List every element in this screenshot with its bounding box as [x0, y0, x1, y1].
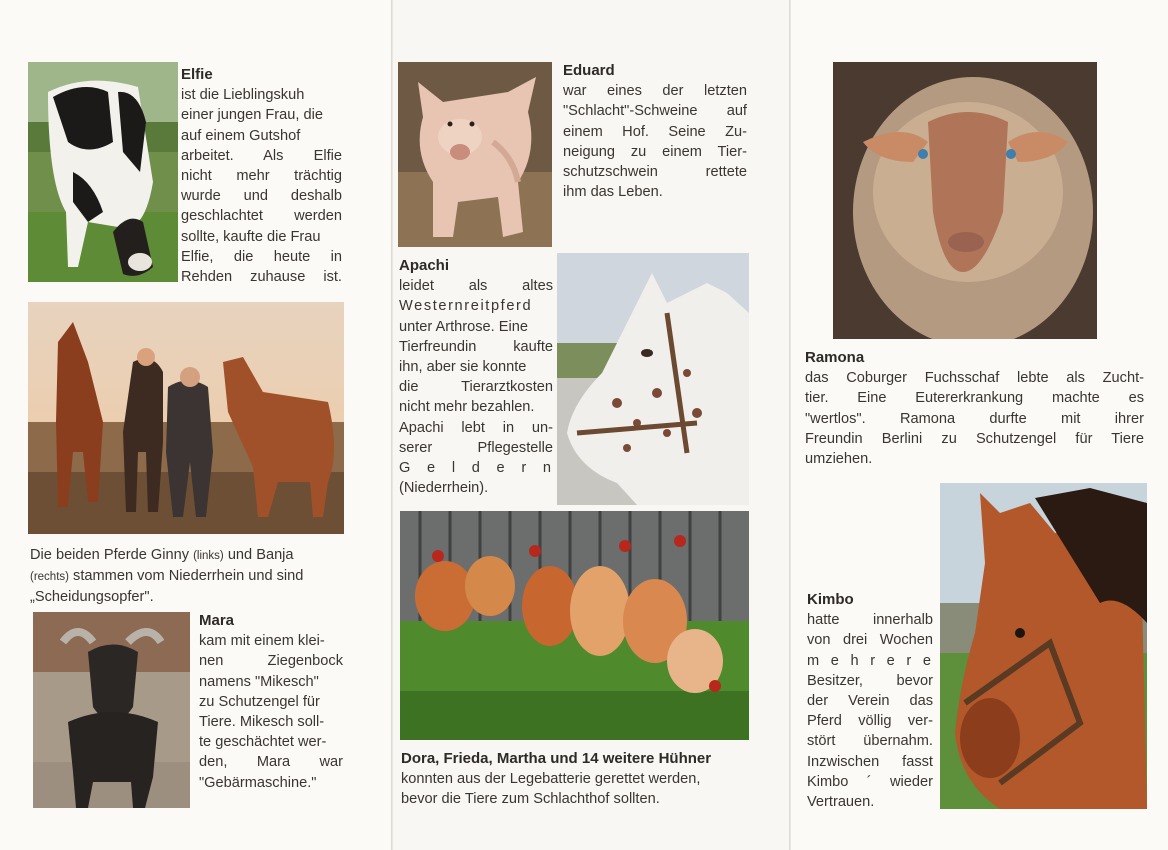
fold-line-left	[391, 0, 393, 850]
elfie-line: ist die Lieblingskuh	[181, 87, 305, 104]
mara-line: zu Schutzengel für	[199, 693, 320, 710]
apachi-line: nicht mehr bezahlen.	[399, 399, 535, 416]
sheep-photo	[833, 62, 1097, 339]
kimbo-line: stört übernahm.	[807, 733, 933, 750]
horses-caption	[30, 545, 350, 608]
kimbo-line: hatte innerhalb	[807, 612, 933, 629]
mara-text	[199, 611, 343, 793]
elfie-line: einer jungen Frau, die	[181, 107, 323, 124]
elfie-line: nicht mehr trächtig	[181, 168, 342, 185]
apachi-line: (Niederrhein).	[399, 480, 489, 497]
kimbo-line: der Verein das	[807, 693, 933, 710]
elfie-line: Rehden zuhause ist.	[181, 269, 342, 286]
apachi-line: ihn, aber sie konnte	[399, 359, 527, 376]
hens-line: bevor die Tiere zum Schlachthof sollten.	[401, 791, 660, 808]
cow-photo	[28, 62, 178, 282]
hens-line: konnten aus der Legebatterie gerettet werden,	[401, 771, 701, 788]
horses-caption-text: „Scheidungsopfer".	[30, 589, 154, 606]
elfie-line: geschlachtet werden	[181, 208, 342, 225]
ramona-line: Freundin Berlini zu Schutzengel für Tiere	[805, 430, 1144, 447]
apachi-line: G e l d e r n	[399, 460, 553, 477]
hens-name: Dora, Frieda, Martha und 14 weitere Hühner	[401, 750, 712, 767]
elfie-line: arbeitet. Als Elfie	[181, 147, 342, 164]
kimbo-line: von drei Wochen	[807, 632, 933, 649]
ramona-name: Ramona	[805, 349, 865, 366]
elfie-line: Elfie, die heute in	[181, 248, 342, 265]
kimbo-text	[807, 590, 933, 812]
apachi-line: Tierfreundin kaufte	[399, 338, 553, 355]
kimbo-line: Inzwischen fasst	[807, 753, 933, 770]
hens-caption	[401, 749, 761, 810]
apachi-name: Apachi	[399, 257, 450, 274]
goat-photo	[33, 612, 190, 808]
apachi-line: unter Arthrose. Eine	[399, 318, 528, 335]
elfie-line: auf einem Gutshof	[181, 127, 301, 144]
horses-caption-text: (links)	[193, 550, 224, 562]
horses-caption-text: und Banja	[227, 547, 294, 563]
mara-line: kam mit einem klei-	[199, 633, 325, 650]
mara-name: Mara	[199, 612, 235, 629]
ramona-line: das Coburger Fuchsschaf lebte als Zucht-	[805, 370, 1144, 387]
eduard-text	[563, 61, 747, 202]
kimbo-horse-photo	[940, 483, 1147, 809]
mara-line: te geschächtet wer-	[199, 734, 327, 751]
eduard-line: einem Hof. Seine Zu-	[563, 123, 747, 140]
kimbo-line: m e h r e r e	[807, 652, 933, 669]
horses-caption-text: (rechts)	[30, 571, 69, 584]
kimbo-name: Kimbo	[807, 591, 854, 608]
apachi-line: serer Pflegestelle	[399, 439, 553, 456]
elfie-text	[181, 65, 342, 287]
elfie-name: Elfie	[181, 66, 213, 83]
eduard-line: "Schlacht"-Schweine auf	[563, 103, 747, 120]
eduard-line: ihm das Leben.	[563, 184, 663, 201]
hens-photo	[400, 511, 749, 740]
horses-caption-text: Die beiden Pferde Ginny	[30, 547, 190, 563]
kimbo-line: Vertrauen.	[807, 794, 875, 811]
eduard-line: schutzschwein rettete	[563, 164, 747, 181]
elfie-line: sollte, kaufte die Frau	[181, 228, 321, 245]
mara-line: den, Mara war	[199, 754, 343, 771]
elfie-line: wurde und deshalb	[181, 188, 342, 205]
ramona-line: umziehen.	[805, 451, 873, 468]
ramona-text	[805, 348, 1144, 469]
apachi-horse-photo	[557, 253, 749, 505]
eduard-name: Eduard	[563, 62, 615, 79]
eduard-line: neigung zu einem Tier-	[563, 143, 747, 160]
ramona-line: tier. Eine Eutererkrankung machte es	[805, 390, 1144, 407]
fold-line-right	[789, 0, 791, 850]
kimbo-line: Pferd völlig ver-	[807, 713, 933, 730]
horses-caption-text: stammen vom Niederrhein und sind	[73, 568, 304, 585]
apachi-line: die Tierarztkosten	[399, 379, 553, 396]
mara-line: "Gebärmaschine."	[199, 774, 317, 791]
mara-line: Tiere. Mikesch soll-	[199, 714, 325, 731]
apachi-line: Apachi lebt in un-	[399, 419, 553, 436]
pig-photo	[398, 62, 552, 247]
horses-ginny-banja-photo	[28, 302, 344, 534]
apachi-line: Westernreitpferd	[399, 298, 533, 315]
ramona-line: "wertlos". Ramona durfte mit ihrer	[805, 410, 1144, 427]
kimbo-line: Besitzer, bevor	[807, 672, 933, 689]
mara-line: nen Ziegenbock	[199, 653, 343, 670]
kimbo-line: Kimbo ´ wieder	[807, 773, 933, 790]
mara-line: namens "Mikesch"	[199, 673, 319, 690]
apachi-text	[399, 256, 553, 498]
apachi-line: leidet als altes	[399, 278, 553, 295]
eduard-line: war eines der letzten	[563, 83, 747, 100]
